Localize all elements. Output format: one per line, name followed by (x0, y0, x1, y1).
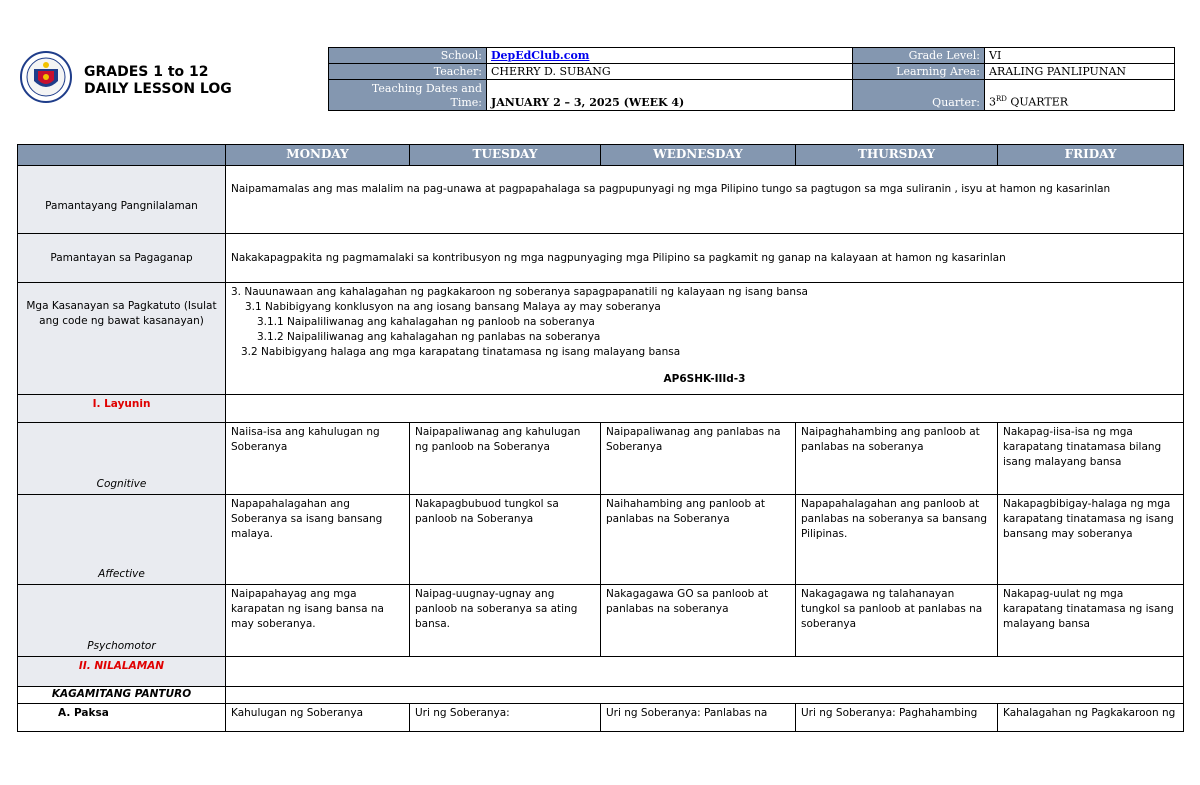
psychomotor-monday: Naipapahayag ang mga karapatan ng isang bansa na may soberanya. (226, 585, 410, 657)
paksa-row (18, 704, 1184, 732)
competencies-label: Mga Kasanayan sa Pagkatuto (Isulat ang code ng bawat kasanayan) (18, 283, 226, 395)
teaching-dates-label-2: Time: (450, 96, 482, 109)
psychomotor-tuesday: Naipag-uugnay-ugnay ang panloob na soberanya sa ating bansa. (410, 585, 601, 657)
competency-line-3: 3.1.1 Naipaliliwanag ang kahalagahan ng panloob na soberanya (257, 316, 595, 328)
cognitive-wednesday: Naipapaliwanag ang panlabas na Soberanya (601, 423, 796, 495)
psychomotor-label: Psychomotor (18, 585, 226, 657)
quarter-label: Quarter: (853, 80, 985, 111)
kagamitan-row (18, 687, 1184, 704)
affective-thursday: Napapahalagahan ang panloob at panlabas na soberanya sa bansang Pilipinas. (796, 495, 998, 585)
day-monday: MONDAY (226, 145, 410, 166)
cognitive-tuesday: Naipapaliwanag ang kahulugan ng panloob na Soberanya (410, 423, 601, 495)
quarter-word: QUARTER (1010, 96, 1069, 109)
quarter-number: 3 (989, 96, 996, 109)
teaching-dates-value: JANUARY 2 – 3, 2025 (WEEK 4) (487, 80, 853, 111)
day-friday: FRIDAY (998, 145, 1184, 166)
competency-line-4: 3.1.2 Naipaliliwanag ang kahalagahan ng panlabas na soberanya (257, 331, 601, 343)
paksa-wednesday: Uri ng Soberanya: Panlabas na (601, 704, 796, 732)
affective-row (18, 495, 1184, 585)
day-wednesday: WEDNESDAY (601, 145, 796, 166)
affective-label: Affective (18, 495, 226, 585)
header-info-table (328, 47, 1175, 111)
layunin-row (18, 395, 1184, 423)
psychomotor-thursday: Nakagagawa ng talahanayan tungkol sa panloob at panlabas na soberanya (796, 585, 998, 657)
teaching-dates-label-1: Teaching Dates and (371, 82, 482, 95)
nilalaman-blank (226, 657, 1184, 687)
competency-code: AP6SHK-IIId-3 (663, 373, 746, 385)
nilalaman-row (18, 657, 1184, 687)
affective-wednesday: Naihahambing ang panloob at panlabas na Soberanya (601, 495, 796, 585)
affective-monday: Napapahalagahan ang Soberanya sa isang bansang malaya. (226, 495, 410, 585)
day-header-blank (18, 145, 226, 166)
learning-area-value: ARALING PANLIPUNAN (985, 64, 1175, 80)
school-value (487, 48, 853, 64)
school-link[interactable]: DepEdClub.com (491, 49, 590, 62)
teaching-dates-label (329, 80, 487, 111)
competency-line-1: 3. Nauunawaan ang kahalagahan ng pagkakaroon ng soberanya sapagpapanatili ng kalayaan ng isang bansa (231, 286, 808, 298)
affective-tuesday: Nakapagbubuod tungkol sa panloob na Soberanya (410, 495, 601, 585)
competency-line-5: 3.2 Nabibigyang halaga ang mga karapatang tinatamasa ng isang malayang bansa (241, 346, 681, 358)
layunin-label: I. Layunin (18, 395, 226, 423)
school-label: School: (329, 48, 487, 64)
day-header-row (18, 145, 1184, 166)
cognitive-monday: Naiisa-isa ang kahulugan ng Soberanya (226, 423, 410, 495)
kagamitan-blank (226, 687, 1184, 704)
paksa-tuesday: Uri ng Soberanya: (410, 704, 601, 732)
teacher-label: Teacher: (329, 64, 487, 80)
teacher-value: CHERRY D. SUBANG (487, 64, 853, 80)
cognitive-label: Cognitive (18, 423, 226, 495)
cognitive-friday: Nakapag-iisa-isa ng mga karapatang tinatamasa bilang isang malayang bansa (998, 423, 1184, 495)
day-tuesday: TUESDAY (410, 145, 601, 166)
paksa-thursday: Uri ng Soberanya: Paghahambing (796, 704, 998, 732)
psychomotor-row (18, 585, 1184, 657)
quarter-value (985, 80, 1175, 111)
paksa-label: A. Paksa (18, 704, 226, 732)
content-standard-text: Naipamamalas ang mas malalim na pag-unawa at pagpapahalaga sa pagpupunyagi ng mga Pilipino tungo sa pagtugon sa mga suliranin , isyu at hamon ng kasarinlan (226, 166, 1184, 234)
content-standard-label: Pamantayang Pangnilalaman (18, 166, 226, 234)
document-title (84, 64, 232, 98)
performance-standard-label: Pamantayan sa Pagaganap (18, 234, 226, 283)
learning-area-label: Learning Area: (853, 64, 985, 80)
grade-level-label: Grade Level: (853, 48, 985, 64)
title-line-2: DAILY LESSON LOG (84, 81, 232, 97)
performance-standard-text: Nakakapagpakita ng pagmamalaki sa kontribusyon ng mga nagpunyaging mga Pilipino sa pagkamit ng ganap na kalayaan at hamon ng kasarinlan (226, 234, 1184, 283)
day-thursday: THURSDAY (796, 145, 998, 166)
performance-standard-row (18, 234, 1184, 283)
cognitive-row (18, 423, 1184, 495)
paksa-monday: Kahulugan ng Soberanya (226, 704, 410, 732)
title-line-1: GRADES 1 to 12 (84, 64, 209, 80)
paksa-friday: Kahalagahan ng Pagkakaroon ng (998, 704, 1184, 732)
grade-level-value: VI (985, 48, 1175, 64)
quarter-suffix: RD (996, 95, 1007, 104)
affective-friday: Nakapagbibigay-halaga ng mga karapatang tinatamasa ng isang bansang may soberanya (998, 495, 1184, 585)
competency-line-2: 3.1 Nabibigyang konklusyon na ang iosang bansang Malaya ay may soberanya (245, 301, 661, 313)
competencies-row (18, 283, 1184, 395)
kagamitan-label: KAGAMITANG PANTURO (18, 687, 226, 704)
psychomotor-wednesday: Nakagagawa GO sa panloob at panlabas na soberanya (601, 585, 796, 657)
deped-seal-logo (20, 47, 72, 107)
psychomotor-friday: Nakapag-uulat ng mga karapatang tinatamasa ng isang malayang bansa (998, 585, 1184, 657)
cognitive-thursday: Naipaghahambing ang panloob at panlabas na soberanya (796, 423, 998, 495)
lesson-log-table (17, 144, 1184, 732)
content-standard-row (18, 166, 1184, 234)
layunin-blank (226, 395, 1184, 423)
competencies-cell (226, 283, 1184, 395)
nilalaman-label: II. NILALAMAN (18, 657, 226, 687)
